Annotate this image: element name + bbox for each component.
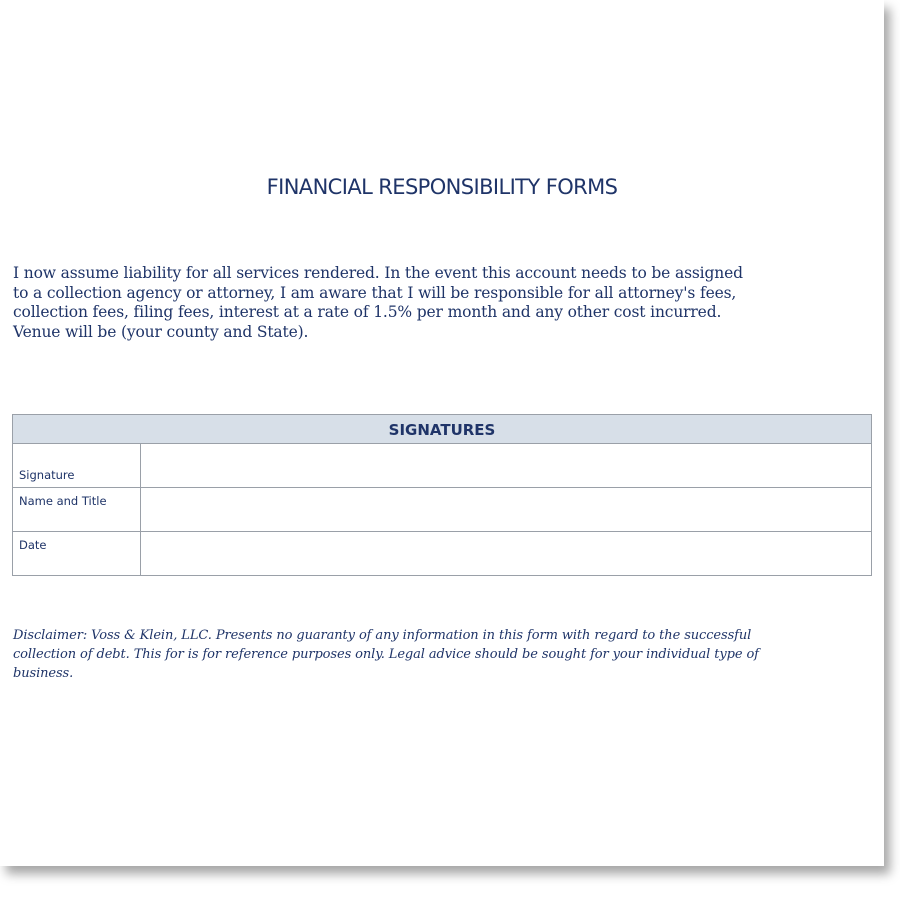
date-row [13, 532, 871, 575]
date-field[interactable] [141, 532, 871, 575]
signature-label: Signature [13, 444, 141, 487]
signatures-table [12, 414, 872, 576]
page-title: FINANCIAL RESPONSIBILITY FORMS [266, 175, 618, 199]
disclaimer-text: Disclaimer: Voss & Klein, LLC. Presents no guaranty of any information in this form with regard to the successful collection of debt. This for is for reference purposes only. Legal advice should be sought for your individual type of business. [13, 628, 759, 681]
name-title-row [13, 488, 871, 532]
signatures-header: SIGNATURES [13, 415, 871, 444]
date-label: Date [13, 532, 141, 575]
name-title-field[interactable] [141, 488, 871, 531]
name-title-label: Name and Title [13, 488, 141, 531]
liability-statement: I now assume liability for all services rendered. In the event this account needs to be assigned to a collection agency or attorney, I am aware that I will be responsible for all attorney's fees, collection fees, filing fees, interest at a rate of 1.5% per month and any other cost incurred. Venue will be (your county and State). [13, 264, 743, 341]
signature-field[interactable] [141, 444, 871, 487]
signature-row [13, 444, 871, 488]
